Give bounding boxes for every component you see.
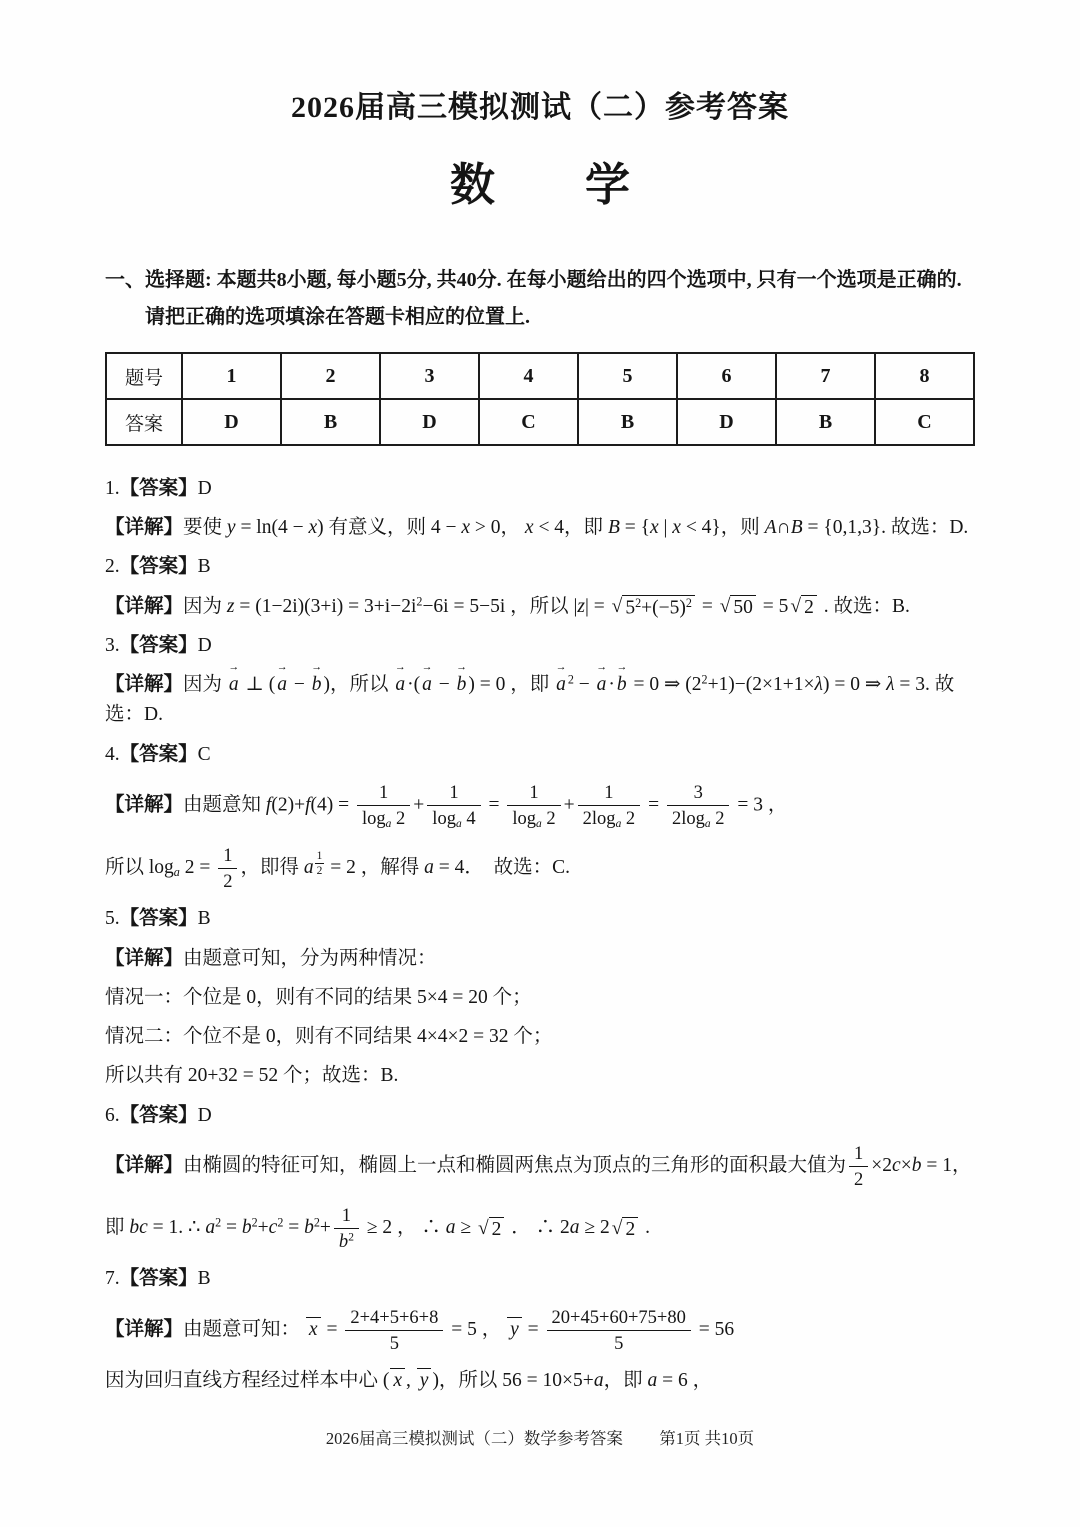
text-segment: = — [321, 1318, 343, 1340]
answer-table — [105, 352, 975, 446]
text-segment: ，即 — [603, 1369, 648, 1391]
text-segment: . — [640, 1217, 650, 1239]
text-segment: = — [696, 595, 718, 617]
text-segment: · — [608, 674, 615, 696]
answer-line — [105, 904, 975, 934]
radical-icon: √ — [790, 595, 802, 617]
vector-arrow-icon: → — [456, 660, 467, 673]
text-segment: a — [569, 1217, 580, 1239]
text-segment: B — [790, 517, 803, 539]
answer-cell: B — [281, 399, 380, 445]
text-segment: = — [643, 794, 664, 816]
question-number-cell: 5 — [578, 353, 677, 399]
text-segment: C — [197, 743, 211, 765]
answer-label: 答案 — [106, 399, 182, 445]
text-segment: = 0 ⇒ (2 — [628, 674, 702, 696]
vector: → a — [596, 660, 607, 696]
text-segment: − — [289, 674, 310, 696]
text-segment: a — [455, 817, 462, 830]
text-segment: ) = 0 ⇒ — [823, 674, 887, 696]
question-number-cell: 6 — [677, 353, 776, 399]
footer-page-number: 第1页 共10页 — [659, 1429, 755, 1448]
answer-line — [105, 740, 975, 770]
text-segment: 即 — [105, 1217, 130, 1239]
text-segment: = 3. 故选：D. — [105, 674, 955, 726]
text-segment: 2 — [710, 807, 725, 829]
text-segment: 由题意可知，分为两种情况： — [183, 947, 437, 969]
text-segment: 2 — [277, 1215, 284, 1230]
fraction: $\frac{1}{2}$ — [218, 844, 237, 893]
text-segment: 【答案】 — [119, 1104, 198, 1126]
text-segment: = 5 — [757, 595, 789, 617]
text-segment: = 3 ， — [732, 794, 788, 816]
text-segment: = 56 — [693, 1318, 735, 1340]
text-segment: ≥ 2 — [579, 1217, 610, 1239]
vector-arrow-icon: → — [616, 660, 628, 673]
answer-cell: B — [776, 399, 875, 445]
text-segment: = 4． 故选：C. — [433, 857, 570, 879]
text-segment: > 0， — [470, 517, 525, 539]
text-segment: 情况二：个位不是 0，则有不同结果 4×4×2 = 32 个； — [105, 1026, 553, 1048]
text-segment: 【答案】 — [119, 908, 198, 930]
text-segment: − — [433, 674, 455, 696]
text-segment: )，所以 56 = 10×5+ — [432, 1369, 594, 1391]
text-segment: , — [406, 1369, 416, 1391]
text-segment: 2 — [621, 807, 636, 829]
text-segment: = {0,1,3}. 故选：D. — [802, 517, 969, 539]
text-segment: 【详解】 — [105, 794, 184, 816]
text-segment: ×2 — [871, 1154, 893, 1176]
solution-line — [105, 1304, 975, 1357]
text-segment: ) = 0 ，即 — [468, 674, 555, 696]
solution-line — [105, 842, 975, 895]
answer-line — [105, 631, 975, 661]
text-segment: 2 — [391, 807, 406, 829]
text-segment: = 6 ， — [657, 1369, 713, 1391]
answer-line — [105, 1264, 975, 1294]
fraction: $\frac{1}{2\log a 2}$ — [578, 781, 641, 831]
text-segment: a — [536, 817, 542, 830]
solution-line — [105, 1366, 975, 1396]
text-segment: × — [900, 1154, 912, 1176]
text-segment: a — [647, 1369, 658, 1391]
text-segment: 2log — [582, 807, 616, 829]
text-segment: 2 = — [179, 857, 216, 879]
square-root: √ 2 — [478, 1217, 504, 1241]
answer-line — [105, 474, 975, 504]
text-segment: + — [257, 1217, 269, 1239]
text-segment: = 1. ∴ — [147, 1217, 206, 1239]
text-segment: 2 — [416, 594, 423, 609]
text-segment — [314, 849, 326, 878]
text-segment: b — [241, 1217, 252, 1239]
text-segment: 因为回归直线方程经过样本中心 ( — [105, 1369, 390, 1391]
text-segment: a — [385, 817, 392, 830]
vector: → a — [394, 660, 406, 696]
text-segment: b — [338, 1231, 349, 1253]
text-segment: = { — [619, 517, 650, 539]
vector-arrow-icon: → — [421, 660, 433, 673]
solution-line — [105, 592, 975, 622]
text-segment: λ — [886, 674, 895, 696]
text-segment: a — [445, 1217, 456, 1239]
mean-bar-variable: y — [417, 1368, 432, 1391]
text-segment: x — [461, 517, 471, 539]
text-segment: 【答案】 — [119, 634, 198, 656]
text-segment: ≥ 2 ， ∴ — [361, 1217, 446, 1239]
solutions — [105, 474, 975, 1396]
text-segment: < 4}，则 — [680, 517, 765, 539]
mean-bar-variable: y — [507, 1317, 522, 1340]
vector: → a — [276, 660, 288, 696]
text-segment: log — [512, 807, 537, 829]
text-segment: a — [424, 857, 434, 879]
text-segment: 【详解】 — [105, 595, 184, 617]
vector: → a — [555, 660, 567, 696]
radical-icon: √ — [611, 1217, 623, 1239]
vector: → a — [228, 660, 240, 696]
text-segment: bc — [129, 1217, 148, 1239]
text-segment: = 5 ， — [446, 1318, 507, 1340]
text-segment: +(−5) — [641, 597, 686, 619]
text-segment: 【详解】 — [105, 947, 184, 969]
fraction: $\frac{1}{b^2}$ — [334, 1204, 359, 1253]
text-segment: b — [304, 1217, 314, 1239]
vector: → b — [311, 660, 322, 696]
text-segment: −6i = 5−5i ，所以 | — [422, 595, 578, 617]
fraction: $\frac{3}{2\log a 2}$ — [667, 781, 730, 831]
text-segment: )，所以 — [323, 674, 394, 696]
text-segment: D — [197, 1104, 212, 1126]
vector-arrow-icon: → — [596, 660, 607, 673]
vector-arrow-icon: → — [228, 660, 240, 673]
text-segment: 2 — [313, 1215, 320, 1230]
answer-row — [106, 399, 974, 445]
text-segment: 情况一：个位是 0，则有不同的结果 5×4 = 20 个； — [105, 986, 532, 1008]
text-segment: = 1， — [921, 1154, 972, 1176]
text-segment: B — [197, 556, 211, 578]
text-segment: f — [305, 794, 311, 816]
solution-line — [105, 513, 975, 543]
solution-line — [105, 660, 975, 730]
radical-icon: √ — [719, 595, 731, 617]
question-number-cell: 3 — [380, 353, 479, 399]
text-segment: c — [268, 1217, 278, 1239]
text-segment: 2 — [567, 672, 574, 687]
text-segment: 6. — [105, 1104, 120, 1126]
text-segment: 2log — [671, 807, 705, 829]
text-segment: D — [197, 478, 212, 499]
solution-line — [105, 983, 975, 1013]
text-segment: 所以共有 20+32 = 52 个；故选：B. — [105, 1065, 399, 1087]
answer-line — [105, 1101, 975, 1131]
text-segment: 2 — [348, 1231, 354, 1244]
vector-arrow-icon: → — [555, 660, 567, 673]
text-segment: z — [577, 595, 586, 617]
text-segment: log — [432, 807, 456, 829]
answer-cell: D — [677, 399, 776, 445]
answer-line — [105, 552, 975, 582]
fraction: $\frac{2+4+5+6+8}{5}$ — [345, 1306, 443, 1355]
fraction: $\frac{1}{\log a 2}$ — [507, 781, 560, 831]
mean-bar-variable: x — [390, 1368, 405, 1391]
text-segment: c — [892, 1154, 901, 1176]
text-segment: 2 — [541, 807, 556, 829]
text-segment: 【答案】 — [119, 556, 198, 578]
text-segment: | = — [585, 595, 610, 617]
vector: → b — [456, 660, 467, 696]
answer-cell: B — [578, 399, 677, 445]
question-number-row — [106, 353, 974, 399]
text-segment: 2. — [105, 556, 120, 578]
text-segment: f — [265, 794, 272, 816]
text-segment: y — [226, 517, 236, 539]
text-segment: B — [197, 1268, 211, 1290]
text-segment: < 4，即 — [533, 517, 608, 539]
text-segment: 2 — [635, 595, 642, 610]
text-segment: 5. — [105, 908, 120, 930]
text-segment: 4. — [105, 743, 120, 765]
text-segment: x — [308, 517, 318, 539]
text-segment: a — [205, 1217, 216, 1239]
square-root: √ 2 — [612, 1217, 638, 1241]
square-root: √ 2 — [790, 595, 816, 619]
text-segment: B — [197, 908, 211, 930]
text-segment: z — [226, 595, 235, 617]
text-segment: a — [704, 817, 711, 830]
question-number-cell: 8 — [875, 353, 974, 399]
page-title: 2026届高三模拟测试（二）参考答案 — [291, 91, 789, 124]
text-segment: ≥ — [455, 1217, 476, 1239]
solution-line — [105, 1202, 975, 1255]
radical-icon: √ — [611, 595, 623, 617]
text-segment: 5 — [625, 597, 636, 619]
text-segment: = — [483, 794, 505, 816]
text-segment: = — [221, 1217, 242, 1239]
text-segment: 因为 — [183, 595, 227, 617]
text-segment: 由椭圆的特征可知，椭圆上一点和椭圆两焦点为顶点的三角形的面积最大值为 — [183, 1154, 847, 1176]
vector-arrow-icon: → — [311, 660, 322, 673]
text-segment: (4) = — [310, 794, 354, 816]
text-segment: λ — [814, 674, 823, 696]
question-number-cell: 2 — [281, 353, 380, 399]
text-segment: a — [173, 865, 180, 880]
text-segment: = — [522, 1318, 544, 1340]
square-root — [612, 595, 695, 620]
text-segment: 【答案】 — [119, 1268, 198, 1290]
fraction: $\frac{1}{\log a 2}$ — [357, 781, 410, 831]
vector-arrow-icon: → — [394, 660, 406, 673]
text-segment: ∩ — [776, 517, 791, 539]
text-segment: ⊥ ( — [240, 674, 276, 696]
text-segment: 由题意可知： — [183, 1318, 305, 1340]
text-segment: D — [197, 634, 212, 656]
text-segment: 【答案】 — [119, 478, 198, 499]
question-number-cell: 7 — [776, 353, 875, 399]
fraction: 1 2 — [316, 849, 323, 878]
text-segment: ) 有意义，则 4 − — [317, 517, 462, 539]
text-segment: a — [615, 817, 622, 830]
text-segment: 【详解】 — [105, 1154, 184, 1176]
text-segment: a — [303, 857, 314, 879]
text-segment: = (1−2i)(3+i) = 3+i−2i — [234, 595, 417, 617]
text-segment: = ln(4 − — [235, 517, 309, 539]
text-segment: | — [658, 517, 673, 539]
answer-cell: C — [479, 399, 578, 445]
text-segment: x — [524, 517, 534, 539]
page-footer — [0, 1425, 1080, 1449]
radical-icon: √ — [477, 1217, 489, 1239]
text-segment: 所以 log — [105, 857, 174, 879]
text-segment: 2 — [701, 672, 708, 687]
answer-cell: D — [380, 399, 479, 445]
vector-arrow-icon: → — [276, 660, 288, 673]
text-segment: x — [649, 517, 659, 539]
solution-line — [105, 1022, 975, 1052]
text-segment: 【详解】 — [105, 674, 184, 696]
text-segment: 3. — [105, 634, 120, 656]
answer-cell: D — [182, 399, 281, 445]
solution-line — [105, 779, 975, 833]
text-segment: 由题意知 — [183, 794, 266, 816]
text-segment: b — [911, 1154, 922, 1176]
text-segment: log — [362, 807, 386, 829]
text-segment: = — [283, 1217, 305, 1239]
text-segment: + — [563, 794, 575, 816]
text-segment: 2 — [251, 1215, 258, 1230]
text-segment: 2 — [685, 595, 692, 610]
fraction: $\frac{1}{\log a 4}$ — [427, 781, 480, 831]
solution-line — [105, 944, 975, 974]
text-segment: (2)+ — [271, 794, 306, 816]
vector: → b — [616, 660, 628, 696]
text-segment: 2 — [215, 1215, 222, 1230]
text-segment: ，即得 — [240, 857, 304, 879]
subject-title: 数 学 — [449, 160, 630, 210]
text-segment: 7. — [105, 1268, 120, 1290]
vector: → a — [421, 660, 433, 696]
question-number-label: 题号 — [106, 353, 182, 399]
text-segment: a — [593, 1369, 604, 1391]
text-segment: +1)−(2×1+1× — [707, 674, 815, 696]
square-root: √ 50 — [720, 595, 756, 619]
text-segment: − — [573, 674, 595, 696]
text-segment: = 2 ，解得 — [325, 857, 425, 879]
text-segment: 因为 — [183, 674, 227, 696]
fraction: $\frac{1}{2}$ — [849, 1142, 868, 1191]
text-segment: ． ∴ 2 — [506, 1217, 570, 1239]
text-segment: 1. — [105, 478, 120, 499]
text-segment: 4 — [461, 807, 476, 829]
text-segment: + — [319, 1217, 331, 1239]
text-segment: . 故选：B. — [818, 595, 910, 617]
question-number-cell: 1 — [182, 353, 281, 399]
fraction: $\frac{20+45+60+75+80}{5}$ — [547, 1306, 691, 1355]
footer-doc-title: 2026届高三模拟测试（二）数学参考答案 — [325, 1429, 623, 1448]
text-segment: B — [607, 517, 620, 539]
section-heading: 一、选择题: 本题共8小题, 每小题5分, 共40分. 在每小题给出的四个选项中, 只有一个选项是正确的. 请把正确的选项填涂在答题卡相应的位置上. — [105, 269, 962, 328]
question-number-cell: 4 — [479, 353, 578, 399]
text-segment: x — [672, 517, 681, 539]
text-segment: 要使 — [183, 517, 227, 539]
text-segment: A — [764, 517, 777, 539]
solution-line — [105, 1061, 975, 1091]
text-segment: + — [413, 794, 425, 816]
answer-cell: C — [875, 399, 974, 445]
text-segment: 【详解】 — [105, 517, 184, 539]
text-segment: 【答案】 — [119, 743, 198, 765]
mean-bar-variable: x — [306, 1317, 321, 1340]
text-segment: 【详解】 — [105, 1318, 184, 1340]
solution-line — [105, 1140, 975, 1193]
text-segment: ·( — [407, 674, 421, 696]
